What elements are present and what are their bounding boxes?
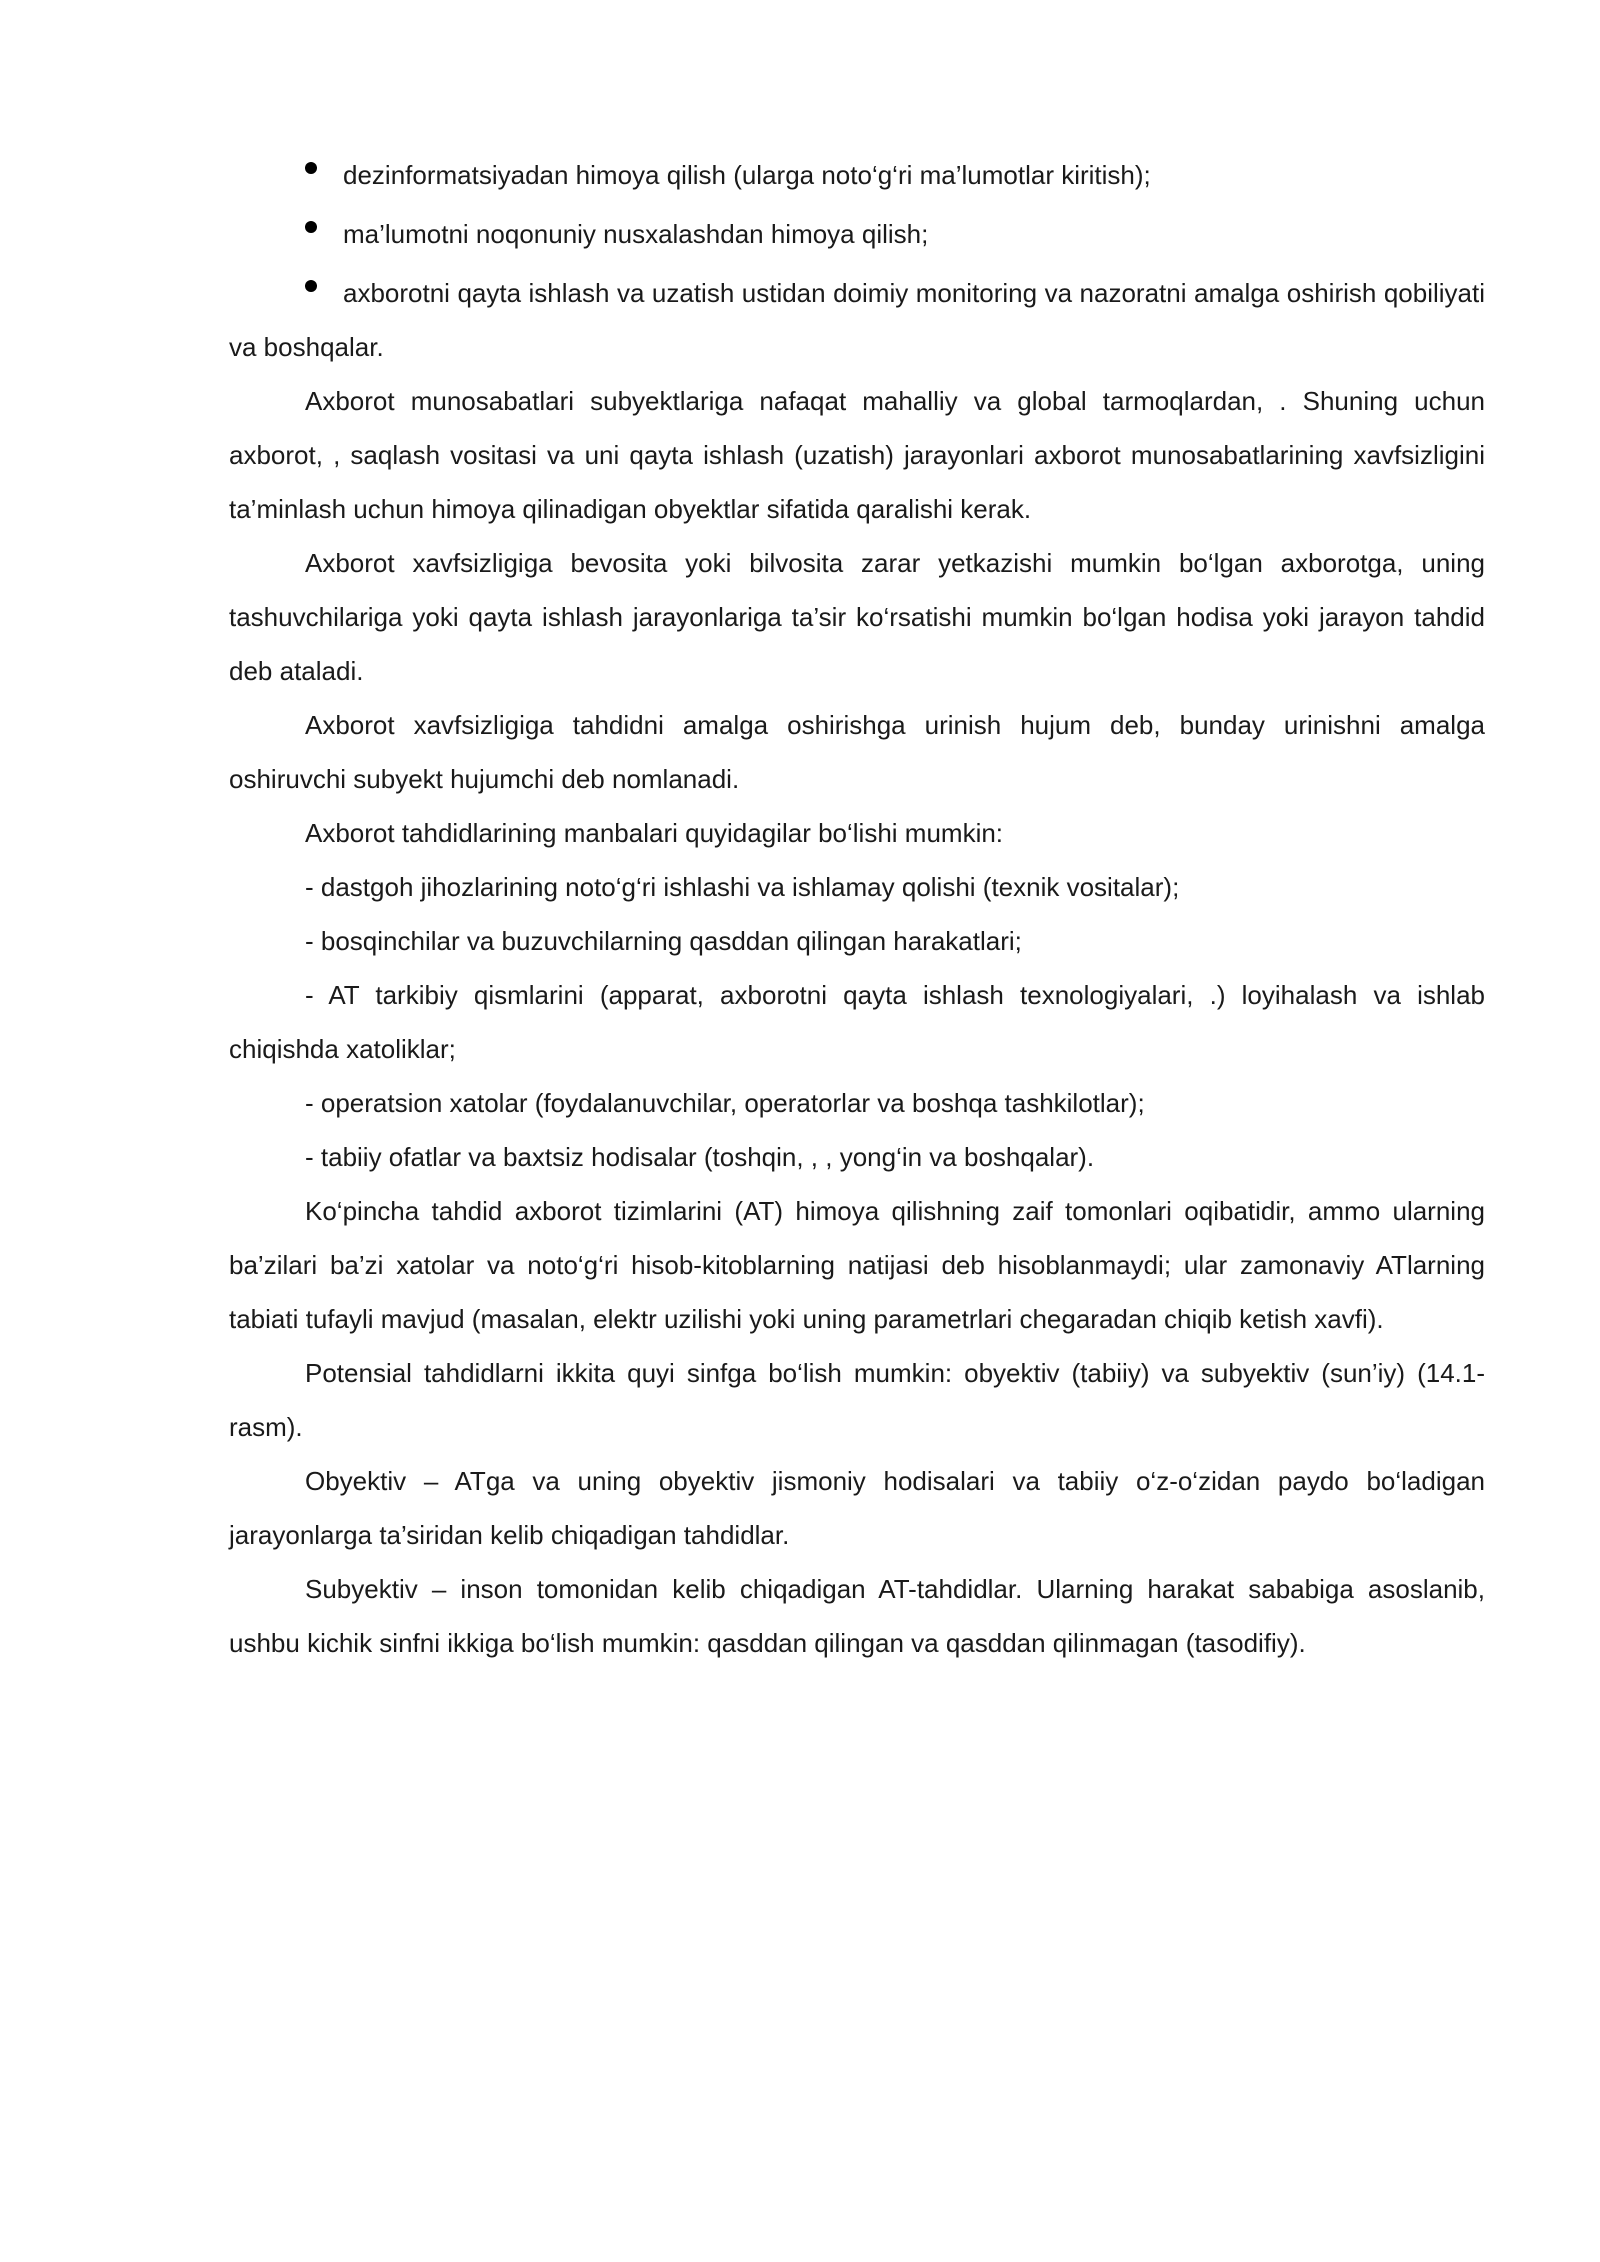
bullet-text: axborotni qayta ishlash va uzatish ustidan doimiy monitoring va nazoratni amalga oshirish qobiliyati va boshqalar. [229, 278, 1485, 362]
bullet-item [229, 266, 1485, 374]
paragraph: Obyektiv – ATga va uning obyektiv jismoniy hodisalari va tabiiy o‘z-o‘zidan paydo bo‘ladigan jarayonlarga ta’siridan kelib chiqadigan tahdidlar. [229, 1466, 1485, 1550]
paragraph: Subyektiv – inson tomonidan kelib chiqadigan AT-tahdidlar. Ularning harakat sababiga asoslanib, ushbu kichik sinfni ikkiga bo‘lish mumkin: qasddan qilingan va qasddan qilinmagan (tasodifiy). [229, 1574, 1485, 1658]
paragraph: Ko‘pincha tahdid axborot tizimlarini (AT) himoya qilishning zaif tomonlari oqibatidir, ammo ularning ba’zilari ba’zi xatolar va noto‘g‘ri hisob-kitoblarning natijasi deb hisoblanmaydi; ular zamonaviy ATlarning tabiati tufayli mavjud (masalan, elektr uzilishi yoki uning parametrlari chegaradan chiqib ketish xavfi). [229, 1196, 1485, 1334]
paragraph: Axborot tahdidlarining manbalari quyidagilar bo‘lishi mumkin: [305, 818, 1004, 848]
list-item: - AT tarkibiy qismlarini (apparat, axborotni qayta ishlash texnologiyalari, .) loyihalash va ishlab chiqishda xatoliklar; [229, 980, 1485, 1064]
bullet-dot-icon [305, 280, 317, 292]
bullet-item [229, 148, 1485, 202]
bullet-item [229, 207, 1485, 261]
paragraph: Axborot xavfsizligiga tahdidni amalga oshirishga urinish hujum deb, bunday urinishni amalga oshiruvchi subyekt hujumchi deb nomlanadi. [229, 710, 1485, 794]
paragraph: Axborot munosabatlari subyektlariga nafaqat mahalliy va global tarmoqlardan, . Shuning uchun axborot, , saqlash vositasi va uni qayta ishlash (uzatish) jarayonlari axborot munosabatlarining xavfsizligini ta’minlash uchun himoya qilinadigan obyektlar sifatida qaralishi kerak. [229, 386, 1485, 524]
bullet-dot-icon [305, 162, 317, 174]
bullet-dot-icon [305, 221, 317, 233]
paragraph: Axborot xavfsizligiga bevosita yoki bilvosita zarar yetkazishi mumkin bo‘lgan axborotga, uning tashuvchilariga yoki qayta ishlash jarayonlariga ta’sir ko‘rsatishi mumkin bo‘lgan hodisa yoki jarayon tahdid deb ataladi. [229, 548, 1485, 686]
bullet-text: ma’lumotni noqonuniy nusxalashdan himoya qilish; [343, 219, 929, 249]
list-item: - operatsion xatolar (foydalanuvchilar, operatorlar va boshqa tashkilotlar); [305, 1088, 1145, 1118]
list-item: - dastgoh jihozlarining noto‘g‘ri ishlashi va ishlamay qolishi (texnik vositalar); [305, 872, 1180, 902]
bullet-text: dezinformatsiyadan himoya qilish (ularga noto‘g‘ri ma’lumotlar kiritish); [343, 160, 1151, 190]
list-item: - tabiiy ofatlar va baxtsiz hodisalar (toshqin, , , yong‘in va boshqalar). [305, 1142, 1095, 1172]
document-body [229, 148, 1485, 1670]
paragraph: Potensial tahdidlarni ikkita quyi sinfga bo‘lish mumkin: obyektiv (tabiiy) va subyektiv (sun’iy) (14.1-rasm). [229, 1358, 1485, 1442]
list-item: - bosqinchilar va buzuvchilarning qasddan qilingan harakatlari; [305, 926, 1022, 956]
